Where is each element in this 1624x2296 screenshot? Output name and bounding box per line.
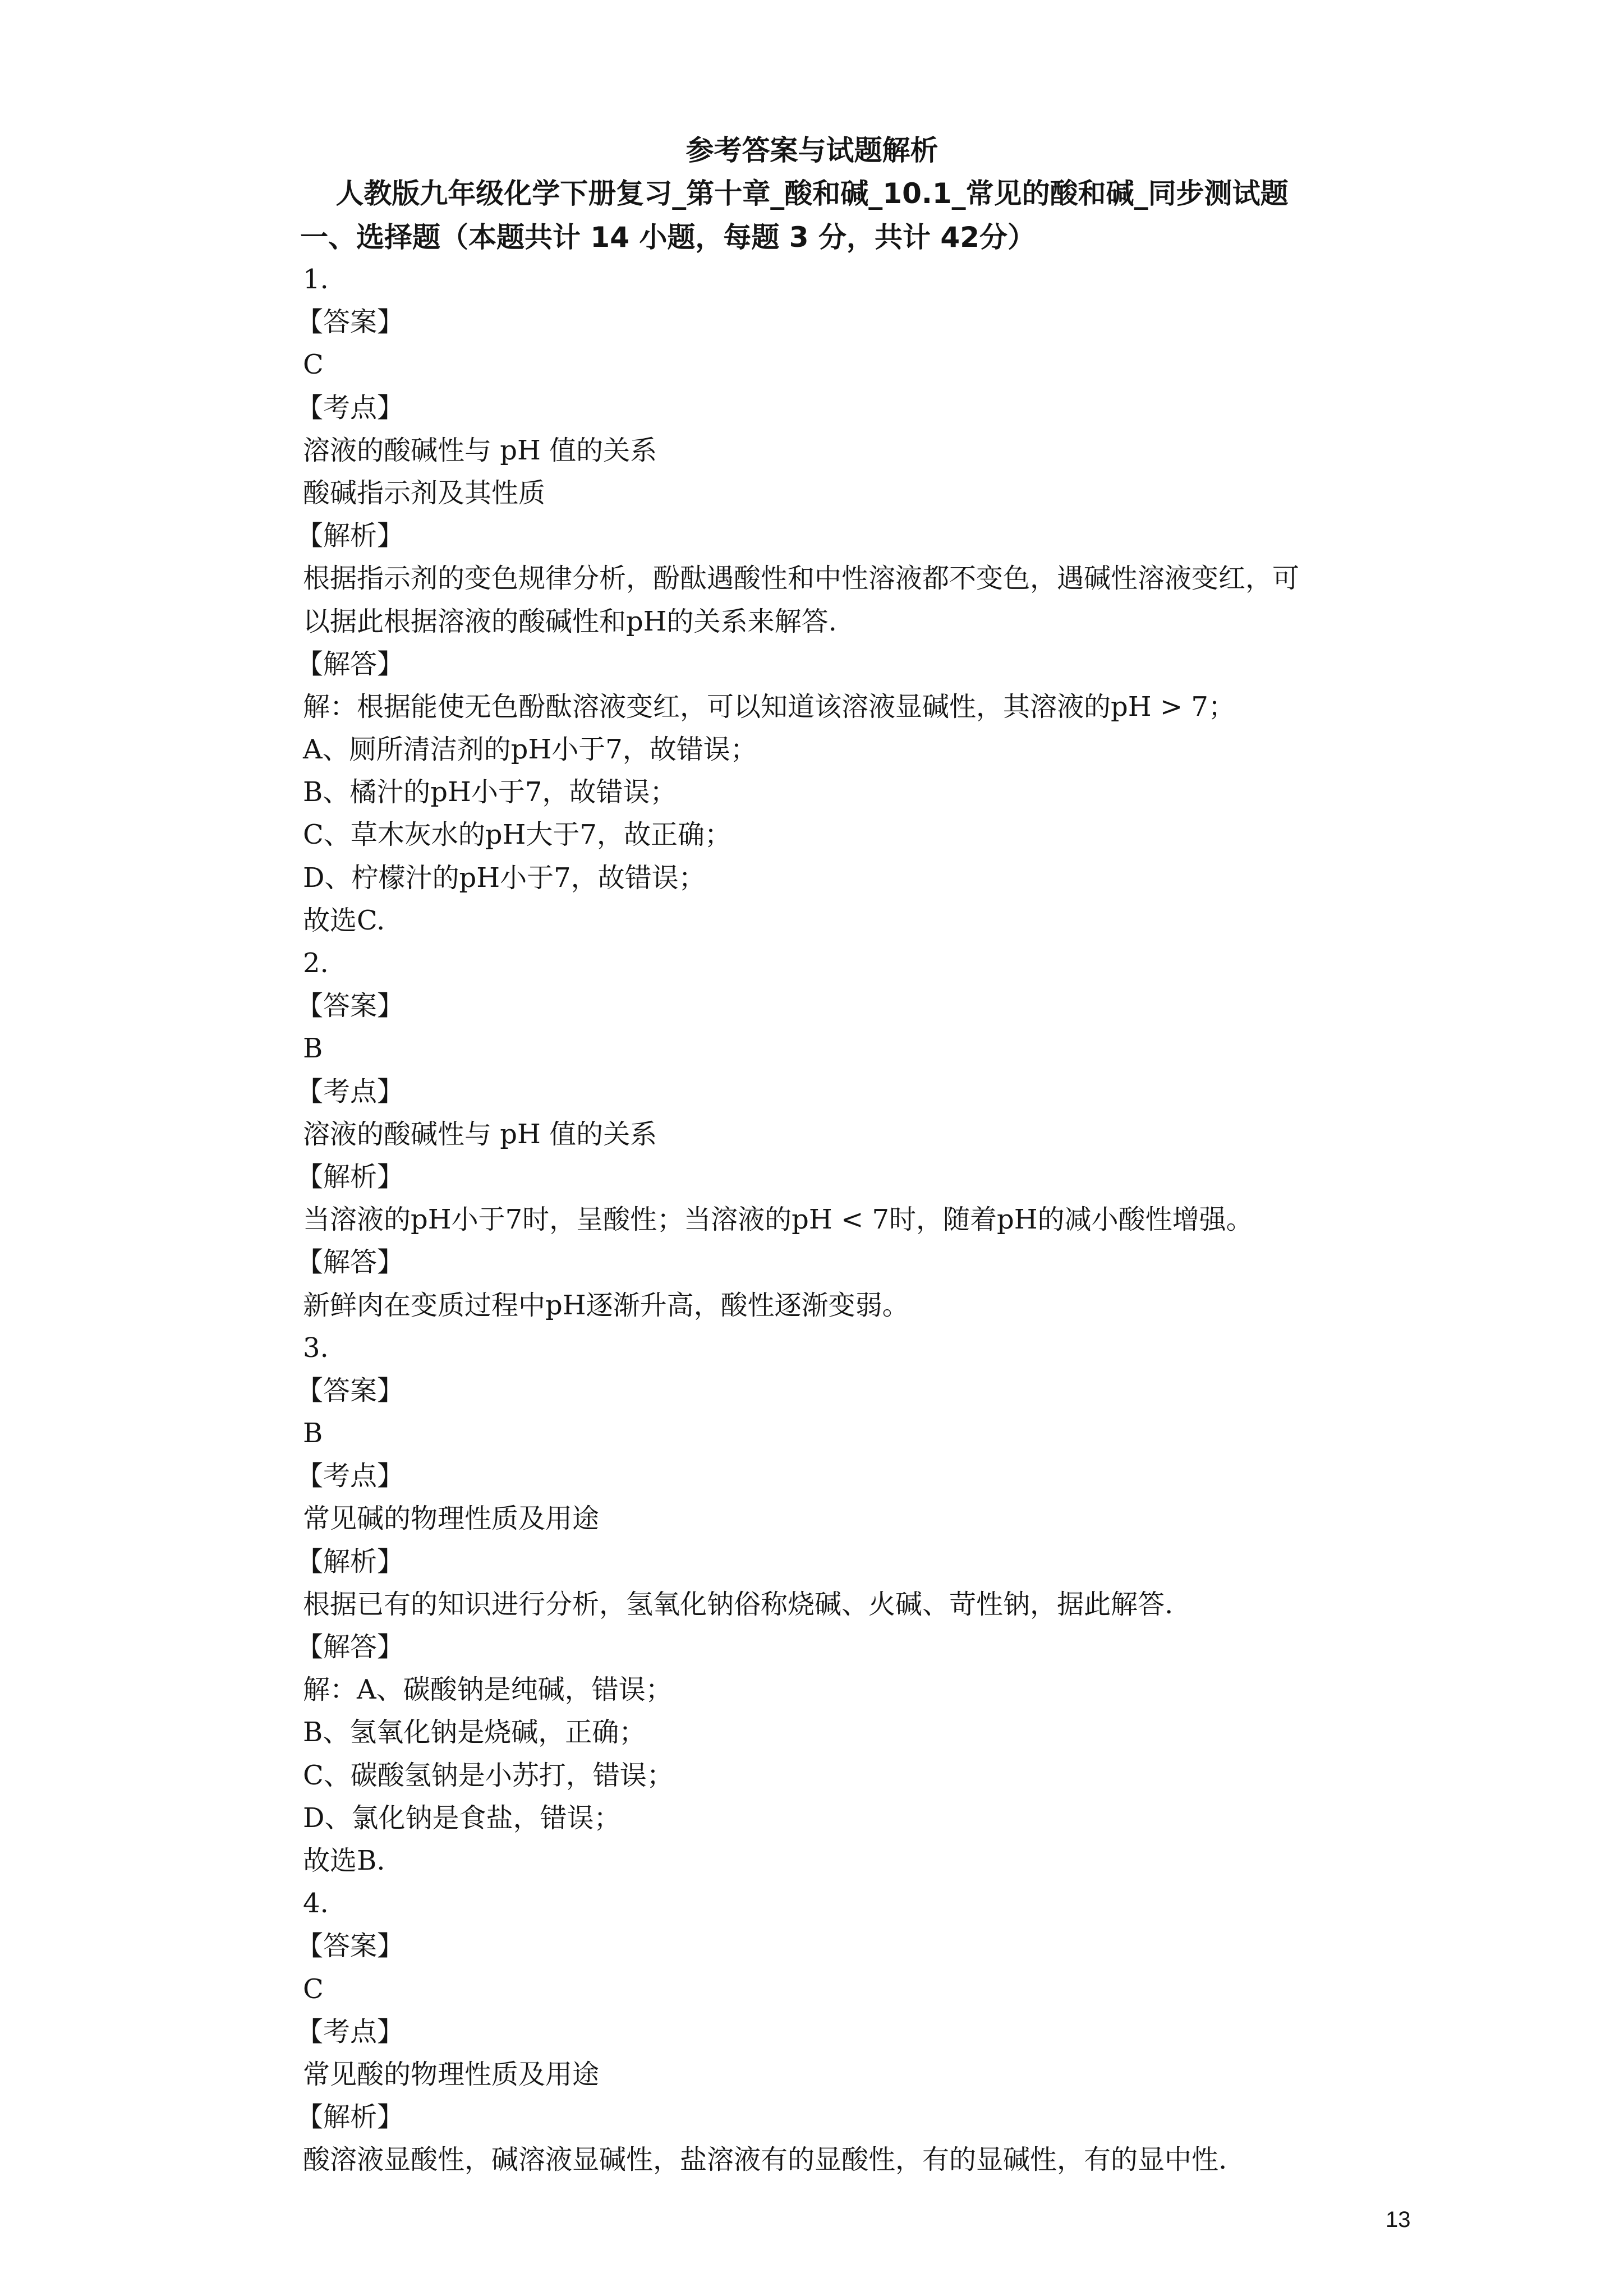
text-line: 3. bbox=[303, 1332, 329, 1364]
text-line: 【答案】 bbox=[296, 306, 404, 338]
page-title: 参考答案与试题解析 bbox=[686, 134, 938, 167]
text-line: 常见酸的物理性质及用途 bbox=[303, 2058, 600, 2090]
text-line: B bbox=[303, 1418, 323, 1450]
text-line: 酸碱指示剂及其性质 bbox=[303, 477, 546, 509]
text-line: 常见碱的物理性质及用途 bbox=[303, 1503, 600, 1535]
text-line: D、柠檬汁的pH小于7，故错误； bbox=[303, 862, 706, 894]
text-line: 【解析】 bbox=[296, 1161, 404, 1193]
page-number: 13 bbox=[1386, 2207, 1411, 2232]
text-line: C bbox=[303, 349, 324, 381]
text-line: 当溶液的pH小于7时，呈酸性；当溶液的pH < 7时，随着pH的减小酸性增强。 bbox=[303, 1204, 1253, 1236]
answer-body bbox=[296, 258, 1425, 2181]
text-line: 解：A、碳酸钠是纯碱，错误； bbox=[303, 1674, 673, 1706]
text-line: 【解答】 bbox=[296, 1246, 404, 1278]
text-line: 故选C. bbox=[303, 904, 385, 936]
text-line: B bbox=[303, 1033, 323, 1065]
text-line: 根据已有的知识进行分析，氢氧化钠俗称烧碱、火碱、苛性钠，据此解答. bbox=[303, 1588, 1174, 1620]
text-line: B、橘汁的pH小于7，故错误； bbox=[303, 776, 677, 808]
text-line: 根据指示剂的变色规律分析，酚酞遇酸性和中性溶液都不变色，遇碱性溶液变红，可 bbox=[303, 563, 1300, 595]
text-line: 【考点】 bbox=[296, 2016, 404, 2047]
text-line: 【解答】 bbox=[296, 1631, 404, 1663]
text-line: 以据此根据溶液的酸碱性和pH的关系来解答. bbox=[303, 605, 837, 637]
text-line: B、氢氧化钠是烧碱，正确； bbox=[303, 1717, 646, 1749]
text-line: 【解答】 bbox=[296, 648, 404, 680]
text-line: 4. bbox=[303, 1888, 329, 1920]
page-subtitle: 人教版九年级化学下册复习_第十章_酸和碱_10.1_常见的酸和碱_同步测试题 bbox=[335, 177, 1289, 210]
text-line: C、草木灰水的pH大于7，故正确； bbox=[303, 819, 732, 851]
text-line: 【答案】 bbox=[296, 1930, 404, 1962]
text-line: 故选B. bbox=[303, 1844, 385, 1876]
text-line: 【解析】 bbox=[296, 520, 404, 552]
text-line: 酸溶液显酸性，碱溶液显碱性，盐溶液有的显酸性，有的显碱性，有的显中性. bbox=[303, 2144, 1227, 2176]
text-line: 溶液的酸碱性与 pH 值的关系 bbox=[303, 434, 657, 466]
text-line: 溶液的酸碱性与 pH 值的关系 bbox=[303, 1118, 657, 1150]
text-line: 【考点】 bbox=[296, 1460, 404, 1492]
text-line: 【答案】 bbox=[296, 990, 404, 1022]
text-line: 1. bbox=[303, 264, 329, 295]
text-line: 2. bbox=[303, 947, 329, 979]
text-line: 【解析】 bbox=[296, 2101, 404, 2133]
text-line: C bbox=[303, 1973, 324, 2005]
text-line: C、碳酸氢钠是小苏打，错误； bbox=[303, 1759, 674, 1791]
text-line: 【考点】 bbox=[296, 392, 404, 424]
text-line: 新鲜肉在变质过程中pH逐渐升高，酸性逐渐变弱。 bbox=[303, 1289, 909, 1321]
text-line: 【考点】 bbox=[296, 1075, 404, 1107]
text-line: 【答案】 bbox=[296, 1374, 404, 1406]
text-line: A、厕所清洁剂的pH小于7，故错误； bbox=[303, 734, 757, 766]
text-line: 解：根据能使无色酚酞溶液变红，可以知道该溶液显碱性，其溶液的pH > 7； bbox=[303, 691, 1235, 723]
text-line: D、氯化钠是食盐，错误； bbox=[303, 1802, 621, 1834]
section-heading: 一、选择题（本题共计 14 小题，每题 3 分，共计 42分） bbox=[300, 221, 1036, 254]
text-line: 【解析】 bbox=[296, 1545, 404, 1577]
